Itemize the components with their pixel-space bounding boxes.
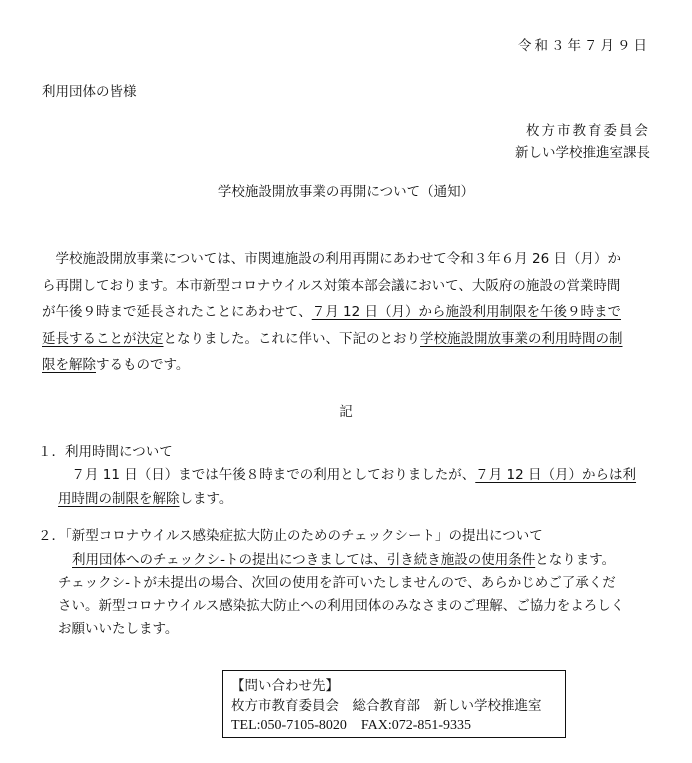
body-paragraph: [42, 246, 654, 379]
section1-line: [58, 463, 636, 487]
section2-line: [58, 549, 624, 572]
underlined-text: ７月 12 日（月）から施設利用制限を午後９時まで: [311, 304, 621, 320]
body-text: となりました。これに伴い、下記のとおり: [163, 330, 420, 347]
body-text: が午後９時まで延長されたことにあわせて、: [42, 304, 312, 320]
underlined-text: 学校施設開放事業の利用時間の制: [420, 330, 623, 347]
contact-box: [222, 670, 566, 738]
body-line: [42, 246, 654, 273]
section2-body: [58, 549, 624, 641]
underlined-text: 利用団体へのチェックシ-トの提出につきましては、引き続き施設の使用条件: [72, 552, 536, 568]
body-line: [42, 326, 654, 353]
underlined-text: 延長することが決定: [42, 330, 164, 347]
sender-org: 枚方市教育委員会: [526, 123, 650, 139]
body-line: [42, 273, 654, 300]
body-line: [42, 352, 654, 379]
sender-title: 新しい学校推進室課長: [515, 145, 650, 161]
section1-heading: １．利用時間について: [38, 444, 173, 460]
section2-line: お願いいたします。: [58, 621, 179, 637]
sender-block: [515, 120, 650, 164]
section2-heading: ２．「新型コロナウイルス感染症拡大防止のためのチェックシート」の提出について: [38, 528, 543, 544]
contact-phone: TEL:050-7105-8020 FAX:072-851-9335: [231, 718, 472, 733]
body-text: ７月 11 日（日）までは午後８時までの利用としておりましたが、: [71, 467, 476, 483]
document-title: 学校施設開放事業の再開について（通知）: [217, 184, 475, 200]
document-date: 令和３年７月９日: [518, 38, 650, 54]
underlined-text: 限を解除: [42, 357, 96, 373]
body-text: ら再開しております。本市新型コロナウイルス対策本部会議において、大阪府の施設の営業時間: [42, 277, 621, 294]
addressee: 利用団体の皆様: [42, 84, 137, 100]
body-text: します。: [179, 491, 233, 507]
section2-line: チェックシ-トが未提出の場合、次回の使用を許可いたしませんので、あらかじめご了承くだ: [58, 575, 616, 591]
ki-heading: 記: [339, 404, 353, 420]
section1-line: [58, 487, 636, 511]
body-line: [42, 299, 654, 326]
contact-dept: 枚方市教育委員会 総合教育部 新しい学校推進室: [231, 698, 542, 714]
body-text: するものです。: [96, 357, 190, 373]
section2-line: さい。新型コロナウイルス感染拡大防止への利用団体のみなさまのご理解、ご協力をよろしく: [58, 598, 625, 614]
underlined-text: ７月 12 日（月）からは利: [475, 467, 637, 483]
contact-label: 【問い合わせ先】: [231, 678, 339, 694]
section1-body: [58, 463, 636, 511]
body-text: となります。: [535, 552, 616, 568]
underlined-text: 用時間の制限を解除: [58, 491, 180, 507]
body-text: 学校施設開放事業については、市関連施設の利用再開にあわせて令和３年６月 26 日（月）か: [55, 251, 621, 267]
